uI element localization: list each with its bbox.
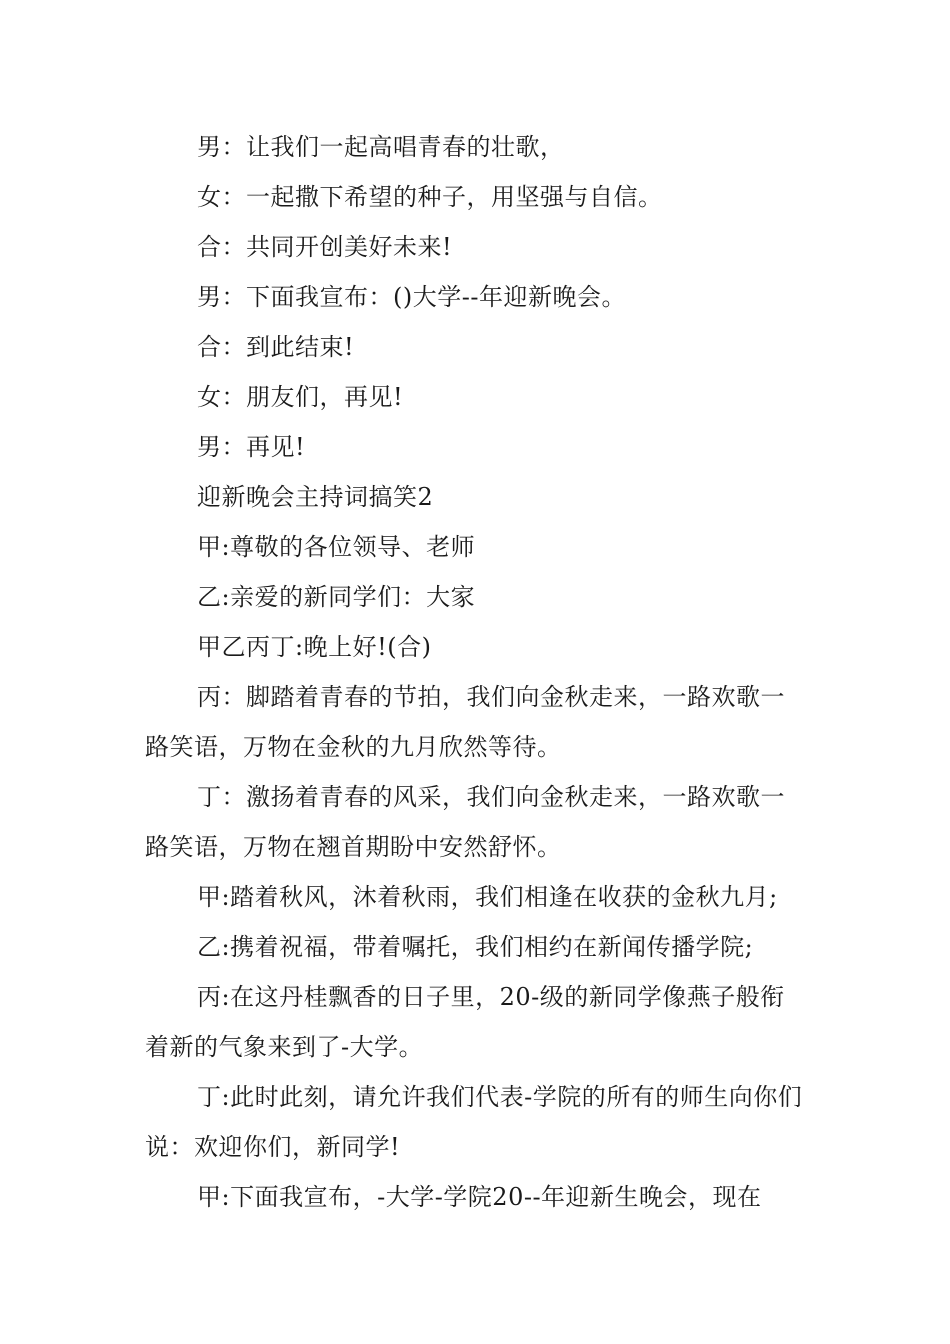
section-heading: 迎新晚会主持词搞笑2 xyxy=(197,483,434,511)
paragraph: 女：朋友们，再见! xyxy=(197,383,404,411)
paragraph: 合：共同开创美好未来! xyxy=(197,233,453,261)
paragraph: 乙:亲爱的新同学们：大家 xyxy=(197,583,476,611)
paragraph: 丁：激扬着青春的风采，我们向金秋走来，一路欢歌一路笑语，万物在翘首期盼中安然舒怀。 xyxy=(145,783,785,861)
paragraph: 甲乙丙丁:晚上好!(合) xyxy=(197,633,432,661)
paragraph: 丙：脚踏着青春的节拍，我们向金秋走来，一路欢歌一路笑语，万物在金秋的九月欣然等待。 xyxy=(145,683,785,761)
paragraph: 男：下面我宣布：()大学--年迎新晚会。 xyxy=(197,283,626,311)
paragraph: 男：让我们一起高唱青春的壮歌， xyxy=(197,133,565,161)
paragraph: 甲:踏着秋风，沐着秋雨，我们相逢在收获的金秋九月; xyxy=(197,883,778,911)
paragraph: 甲:下面我宣布，-大学-学院20--年迎新生晚会，现在 xyxy=(197,1183,762,1211)
paragraph: 甲:尊敬的各位领导、老师 xyxy=(197,533,476,561)
paragraph: 乙:携着祝福，带着嘱托，我们相约在新闻传播学院; xyxy=(197,933,754,961)
paragraph: 男：再见! xyxy=(197,433,306,461)
paragraph: 女：一起撒下希望的种子，用坚强与自信。 xyxy=(197,183,663,211)
paragraph: 丙:在这丹桂飘香的日子里，20-级的新同学像燕子般衔着新的气象来到了-大学。 xyxy=(145,983,785,1061)
paragraph: 丁:此时此刻，请允许我们代表-学院的所有的师生向你们说：欢迎你们，新同学! xyxy=(145,1083,803,1161)
document-body xyxy=(145,122,807,1222)
paragraph: 合：到此结束! xyxy=(197,333,355,361)
